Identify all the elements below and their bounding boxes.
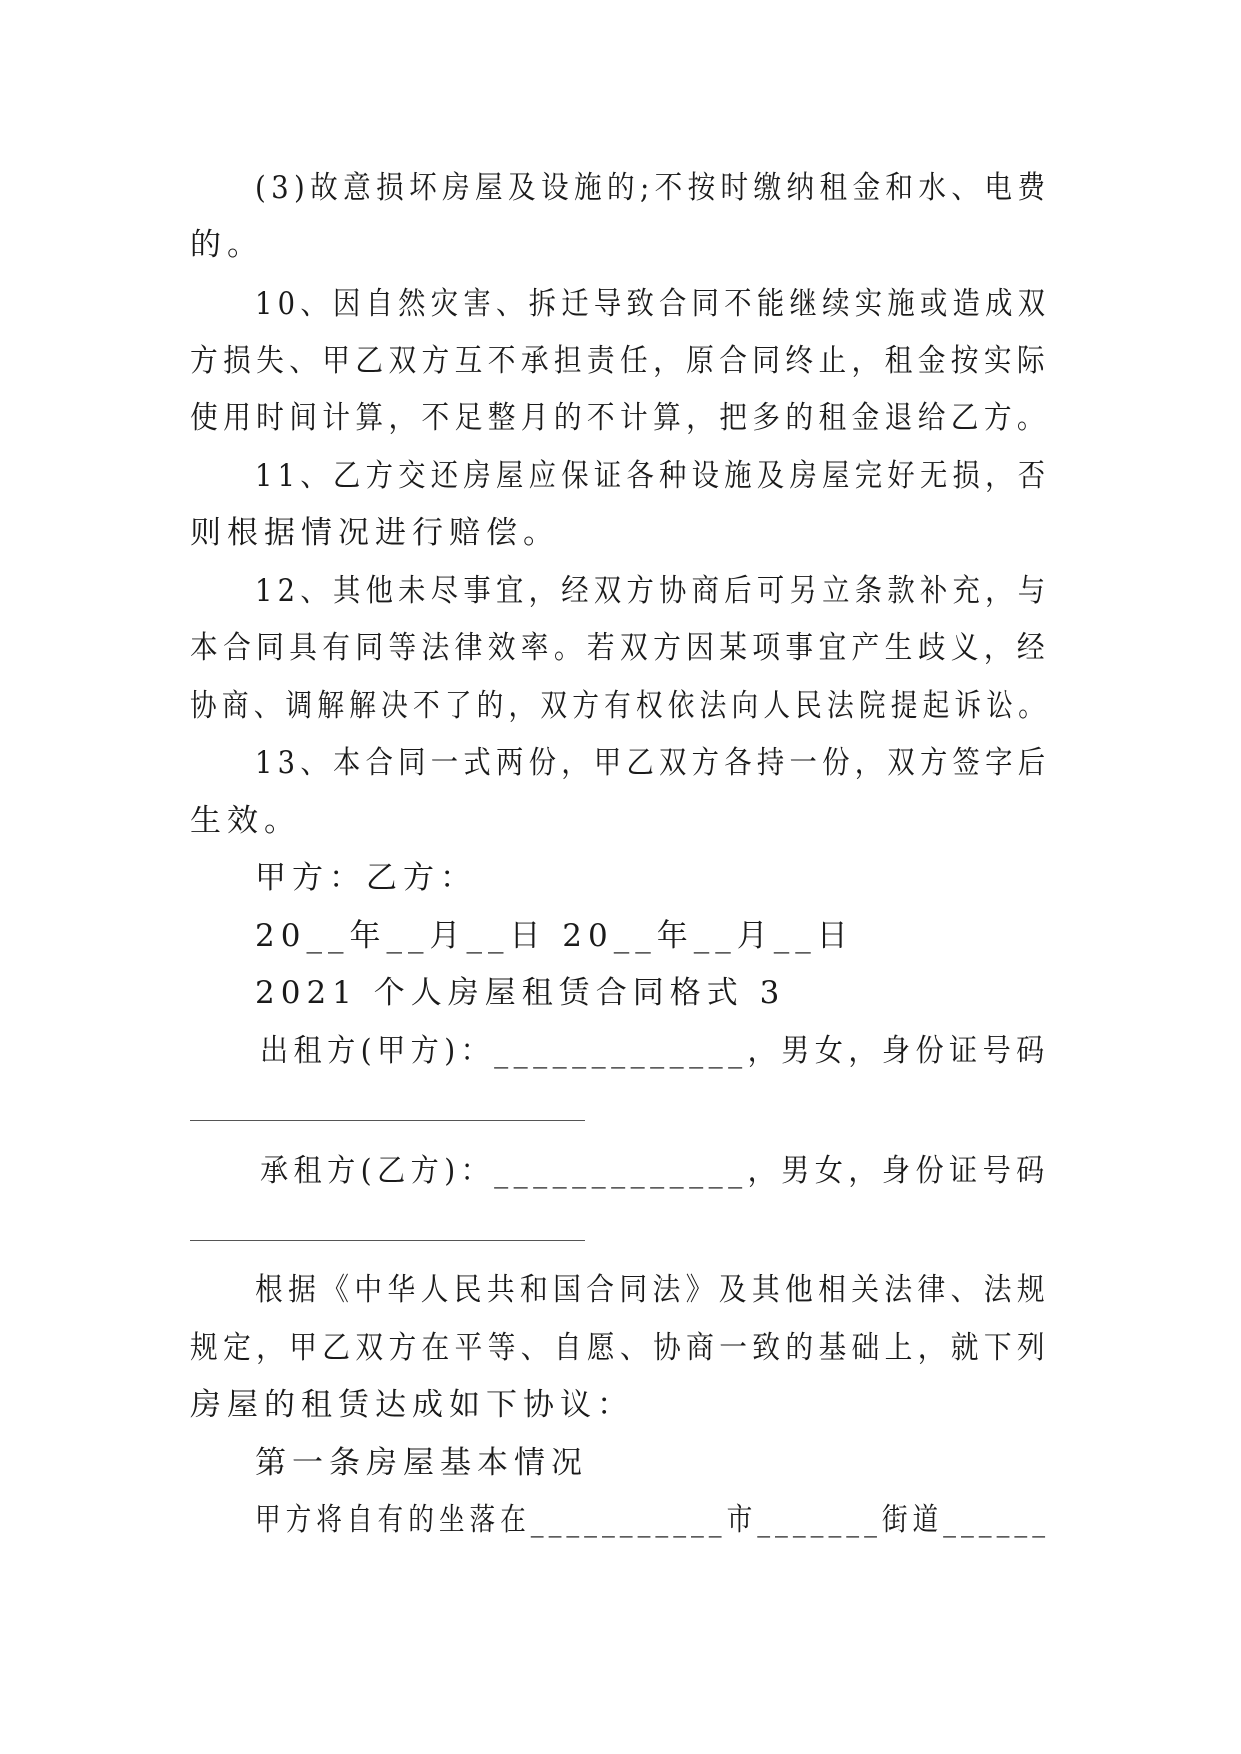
paragraph-line: 规定，甲乙双方在平等、自愿、协商一致的基础上，就下列 — [190, 1330, 1050, 1366]
paragraph-line: 本合同具有同等法律效率。若双方因某项事宜产生歧义，经 — [190, 630, 1050, 666]
paragraph-line: 11、乙方交还房屋应保证各种设施及房屋完好无损，否 — [255, 458, 1051, 494]
fill-in-blank-rule — [190, 1120, 585, 1121]
paragraph-line: 协商、调解解决不了的，双方有权依法向人民法院提起诉讼。 — [190, 688, 1050, 724]
paragraph-line: 的。 — [190, 227, 264, 263]
paragraph-line: 使用时间计算，不足整月的不计算，把多的租金退给乙方。 — [190, 400, 1050, 436]
signature-line: 甲方：乙方： — [255, 860, 477, 896]
paragraph-line: 10、因自然灾害、拆迁导致合同不能继续实施或造成双 — [255, 286, 1051, 322]
paragraph-line: 生效。 — [190, 803, 301, 839]
paragraph-line: 根据《中华人民共和国合同法》及其他相关法律、法规 — [255, 1272, 1050, 1308]
paragraph-line: (3)故意损坏房屋及设施的;不按时缴纳租金和水、电费 — [255, 170, 1051, 206]
section-heading: 2021 个人房屋租赁合同格式 3 — [255, 975, 786, 1011]
paragraph-line: 房屋的租赁达成如下协议： — [190, 1387, 634, 1423]
paragraph-line: 则根据情况进行赔偿。 — [190, 515, 560, 551]
date-line: 20__年__月__日 20__年__月__日 — [255, 918, 854, 954]
fill-in-blank-rule — [190, 1240, 585, 1241]
paragraph-line: 13、本合同一式两份，甲乙双方各持一份，双方签字后 — [255, 745, 1051, 781]
paragraph-line: 方损失、甲乙双方互不承担责任，原合同终止，租金按实际 — [190, 343, 1050, 379]
lessee-line: 承租方(乙方)：_____________，男女，身份证号码 — [260, 1153, 1050, 1189]
paragraph-line: 甲方将自有的坐落在___________市_______街道______ — [255, 1502, 1050, 1538]
lessor-line: 出租方(甲方)：_____________，男女，身份证号码 — [260, 1033, 1050, 1069]
article-heading: 第一条房屋基本情况 — [255, 1445, 588, 1481]
paragraph-line: 12、其他未尽事宜，经双方协商后可另立条款补充，与 — [255, 573, 1051, 609]
